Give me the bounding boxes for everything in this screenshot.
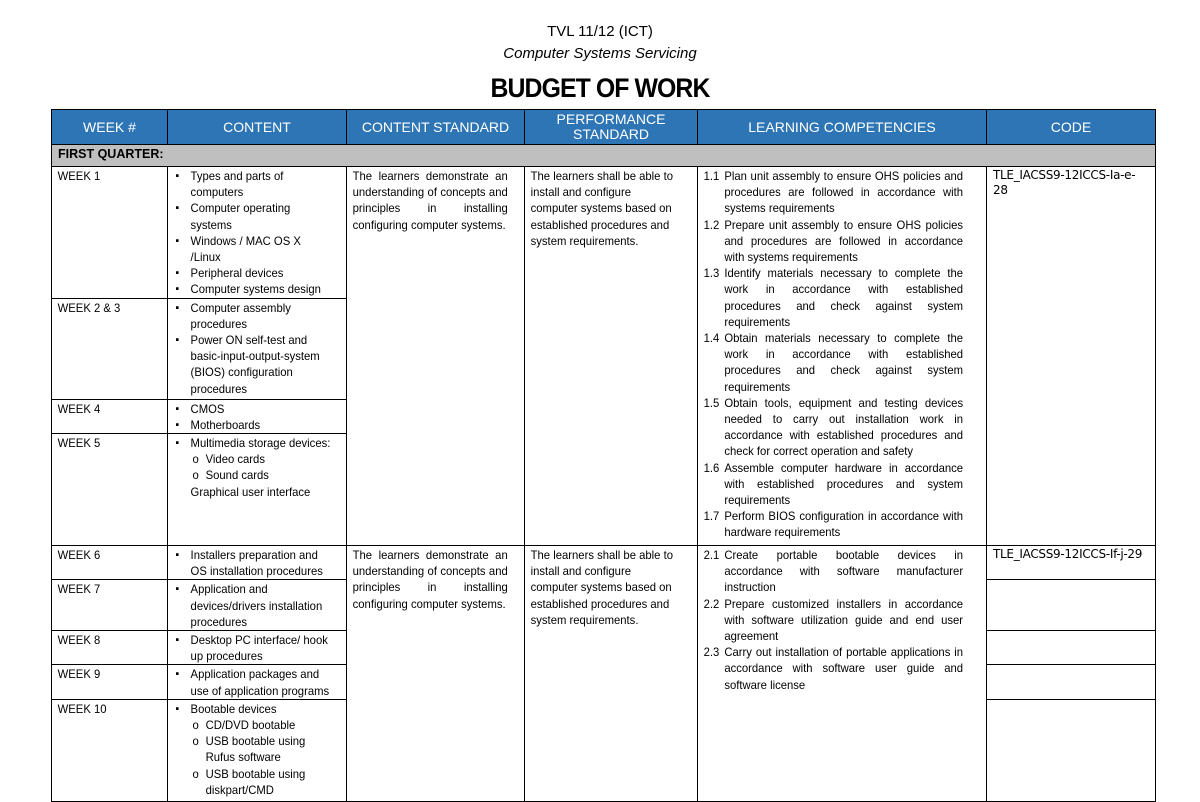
content-item: ▪ Desktop PC interface/ hook up procedures xyxy=(172,632,332,664)
code-empty-cell xyxy=(987,631,1156,665)
competency-code: TLE_IACSS9-12ICCS-If-j-29 xyxy=(993,547,1143,562)
code-empty-cell xyxy=(987,665,1156,699)
content-item: ▪ Application packages and use of application programs xyxy=(172,666,332,698)
week-label: WEEK 1 xyxy=(57,169,101,183)
content-standard-text: The learners demonstrate an understanding of concepts and principles in installing configuring computer systems. xyxy=(352,169,508,232)
content-item: ▪ Multimedia storage devices: xyxy=(172,435,332,451)
content-item: ▪ CMOS xyxy=(172,401,332,417)
content-item: ▪ Bootable devices xyxy=(172,701,332,717)
competency-item: 1.6 Assemble computer hardware in accordance with established procedures and system requirements xyxy=(703,460,964,508)
week-label: WEEK 5 xyxy=(57,436,101,451)
content-item: ▪ Computer systems design xyxy=(172,281,332,297)
competency-code: TLE_IACSS9-12ICCS-Ia-e-28 xyxy=(993,168,1136,197)
content-item: ▪ Computer assembly procedures xyxy=(172,300,332,332)
content-item: ▪ Application and devices/drivers installation procedures xyxy=(172,581,332,630)
content-item: ▪ Computer operating systems xyxy=(172,200,332,232)
table-row xyxy=(52,546,1156,580)
week-label: WEEK 7 xyxy=(57,582,101,597)
competency-item: 1.4 Obtain materials necessary to complete the work in accordance with established procedures and check against system requirements xyxy=(703,331,964,394)
content-item: ▪ Motherboards xyxy=(172,417,332,433)
competency-item: 1.1 Plan unit assembly to ensure OHS policies and procedures are followed in accordance with systems requirements xyxy=(703,169,964,216)
quarter-label: FIRST QUARTER: xyxy=(52,145,1156,167)
competency-item: 1.5 Obtain tools, equipment and testing devices needed to carry out installation work in accordance with established procedures and check for correct operation and safety xyxy=(703,395,964,459)
performance-standard-text: The learners shall be able to install and configure computer systems based on established procedures and system requirements. xyxy=(530,169,673,248)
content-subitem: o CD/DVD bootable xyxy=(172,717,332,733)
table-header-row xyxy=(52,110,1156,145)
content-subitem: o USB bootable using Rufus software xyxy=(172,733,332,765)
document-title: BUDGET OF WORK xyxy=(490,73,710,103)
competency-item: 1.7 Perform BIOS configuration in accordance with hardware requirements xyxy=(703,509,964,540)
content-item: ▪ Types and parts of computers xyxy=(172,168,332,200)
competency-item: 2.2 Prepare customized installers in accordance with software utilization guide and end user agreement xyxy=(703,596,964,644)
content-subitem: o Sound cards xyxy=(172,467,332,483)
column-header-content-standard: CONTENT STANDARD xyxy=(347,110,525,145)
content-subitem: o USB bootable using diskpart/CMD xyxy=(172,766,332,798)
content-subitem: o Video cards xyxy=(172,451,332,467)
quarter-row xyxy=(52,145,1156,167)
competency-list xyxy=(698,167,969,542)
week-label: WEEK 8 xyxy=(57,633,101,648)
competency-item: 2.3 Carry out installation of portable applications in accordance with software user guide and software license xyxy=(703,645,964,692)
budget-of-work-table xyxy=(51,109,1156,802)
competency-list xyxy=(698,546,969,694)
document-subject: TVL 11/12 (ICT) xyxy=(547,23,653,40)
content-item: ▪ Power ON self-test and basic-input-output-system (BIOS) configuration procedures xyxy=(172,332,332,397)
content-item: ▪ Peripheral devices xyxy=(172,265,332,281)
column-header-week: WEEK # xyxy=(52,110,168,145)
column-header-code: CODE xyxy=(987,110,1156,145)
code-empty-cell xyxy=(987,580,1156,631)
document-course: Computer Systems Servicing xyxy=(503,45,697,62)
competency-item: 1.2 Prepare unit assembly to ensure OHS policies and procedures are followed in accordance with systems requirements xyxy=(703,217,964,265)
week-label: WEEK 4 xyxy=(57,401,101,416)
week-label: WEEK 2 & 3 xyxy=(57,300,121,315)
content-standard-text: The learners demonstrate an understanding of concepts and principles in installing configuring computer systems. xyxy=(352,548,508,611)
competency-item: 2.1 Create portable bootable devices in accordance with software manufacturer instruction xyxy=(703,548,964,595)
content-item: ▪ Windows / MAC OS X /Linux xyxy=(172,233,332,265)
performance-standard-text: The learners shall be able to install and configure computer systems based on established procedures and system requirements. xyxy=(530,548,673,627)
week-label: WEEK 9 xyxy=(57,667,101,682)
table-row xyxy=(52,167,1156,299)
content-item: Graphical user interface xyxy=(190,484,311,499)
competency-item: 1.3 Identify materials necessary to complete the work in accordance with established procedures and check against system requirements xyxy=(703,266,964,329)
column-header-learning-competencies: LEARNING COMPETENCIES xyxy=(698,110,987,145)
content-item: ▪ Installers preparation and OS installation procedures xyxy=(172,547,332,579)
column-header-performance-standard: PERFORMANCE STANDARD xyxy=(525,110,698,145)
column-header-content: CONTENT xyxy=(168,110,347,145)
code-empty-cell xyxy=(987,699,1156,801)
week-label: WEEK 10 xyxy=(57,701,107,716)
week-label: WEEK 6 xyxy=(57,548,101,563)
